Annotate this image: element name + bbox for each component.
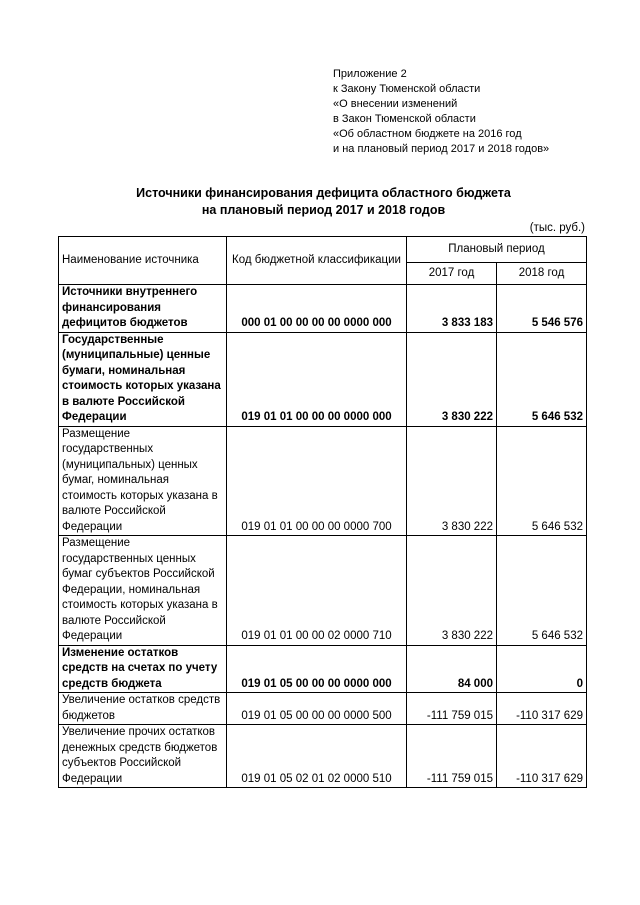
row-value-2018: 5 646 532	[497, 536, 587, 646]
row-value-2018: -110 317 629	[497, 693, 587, 725]
row-code: 019 01 05 00 00 00 0000 500	[227, 693, 407, 725]
row-name: Увеличение прочих остатков денежных средств бюджетов субъектов Российской Федерации	[59, 725, 227, 788]
row-value-2017: 3 833 183	[407, 285, 497, 333]
row-code: 019 01 05 00 00 00 0000 000	[227, 645, 407, 693]
row-value-2017: 3 830 222	[407, 332, 497, 426]
table-row	[59, 693, 587, 725]
row-name: Государственные (муниципальные) ценные бумаги, номинальная стоимость которых указана в валюте Российской Федерации	[59, 332, 227, 426]
header-period: Плановый период	[407, 237, 587, 263]
table-row	[59, 645, 587, 693]
table-row	[59, 332, 587, 426]
row-value-2017: -111 759 015	[407, 693, 497, 725]
row-value-2017: 84 000	[407, 645, 497, 693]
row-code: 019 01 05 02 01 02 0000 510	[227, 725, 407, 788]
appendix-line: к Закону Тюменской области	[333, 83, 481, 95]
appendix-line: в Закон Тюменской области	[333, 113, 476, 125]
units-label: (тыс. руб.)	[529, 222, 585, 234]
row-code: 000 01 00 00 00 00 0000 000	[227, 285, 407, 333]
title-line-2: на плановый период 2017 и 2018 годов	[201, 203, 446, 217]
row-code: 019 01 01 00 00 02 0000 710	[227, 536, 407, 646]
appendix-line: и на плановый период 2017 и 2018 годов»	[333, 143, 550, 155]
row-name: Увеличение остатков средств бюджетов	[59, 693, 227, 725]
document-title	[60, 185, 587, 219]
row-value-2017: 3 830 222	[407, 536, 497, 646]
row-value-2017: 3 830 222	[407, 426, 497, 536]
row-name: Размещение государственных (муниципальных) ценных бумаг, номинальная стоимость которых указана в валюте Российской Федерации	[59, 426, 227, 536]
row-name: Изменение остатков средств на счетах по учету средств бюджета	[59, 645, 227, 693]
header-year-2017: 2017 год	[407, 263, 497, 285]
table-row	[59, 426, 587, 536]
header-year-2018: 2018 год	[497, 263, 587, 285]
row-value-2018: 5 646 532	[497, 332, 587, 426]
row-name: Размещение государственных ценных бумаг субъектов Российской Федерации, номинальная стоимость которых указана в валюте Российской Федерации	[59, 536, 227, 646]
row-code: 019 01 01 00 00 00 0000 000	[227, 332, 407, 426]
row-code: 019 01 01 00 00 00 0000 700	[227, 426, 407, 536]
row-name: Источники внутреннего финансирования дефицитов бюджетов	[59, 285, 227, 333]
row-value-2017: -111 759 015	[407, 725, 497, 788]
table-row	[59, 285, 587, 333]
appendix-line: «О внесении изменений	[333, 98, 458, 110]
table-row	[59, 725, 587, 788]
row-value-2018: 5 646 532	[497, 426, 587, 536]
appendix-line: «Об областном бюджете на 2016 год	[333, 128, 522, 140]
budget-sources-table	[58, 236, 587, 788]
row-value-2018: 5 546 576	[497, 285, 587, 333]
appendix-line: Приложение 2	[333, 68, 407, 80]
header-code: Код бюджетной классификации	[227, 237, 407, 285]
row-value-2018: 0	[497, 645, 587, 693]
appendix-block	[333, 67, 549, 157]
header-name: Наименование источника	[59, 237, 227, 285]
table-row	[59, 536, 587, 646]
title-line-1: Источники финансирования дефицита областного бюджета	[136, 186, 511, 200]
row-value-2018: -110 317 629	[497, 725, 587, 788]
